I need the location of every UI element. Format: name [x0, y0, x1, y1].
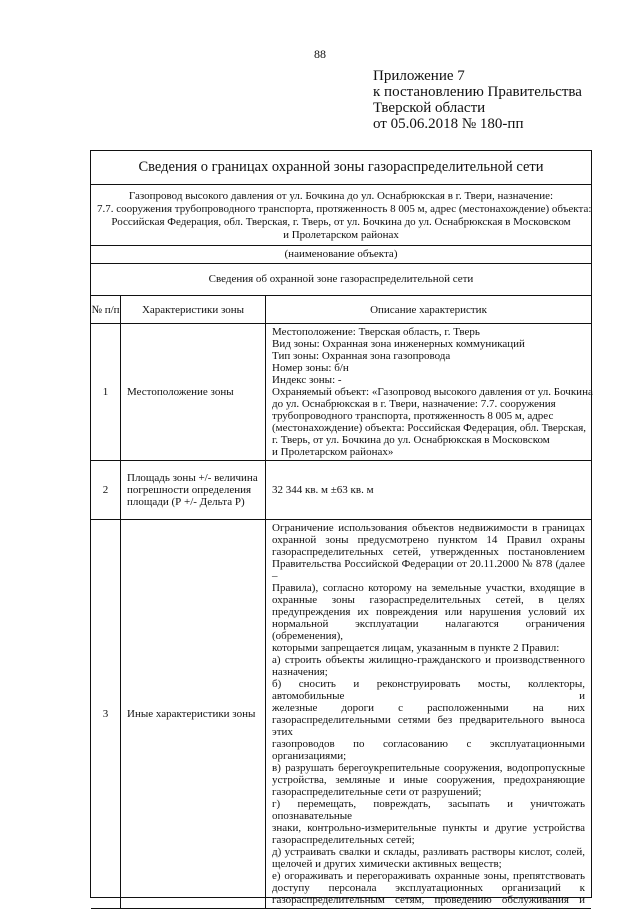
- row-characteristic: Иные характеристики зоны: [121, 520, 266, 909]
- description-line: Правила), согласно которому на земельные участки, входящие в: [272, 582, 585, 594]
- description-line: а) строить объекты жилищно-гражданского и производственного: [272, 654, 585, 666]
- row-characteristic: Местоположение зоны: [121, 324, 266, 461]
- object-description-line: Газопровод высокого давления от ул. Бочкина до ул. Оснабрюкская в г. Твери, назначение:: [128, 190, 554, 202]
- row-characteristic: Площадь зоны +/- величина погрешности определения площади (Р +/- Дельта Р): [121, 461, 266, 520]
- description-line: и Пролетарском районах»: [272, 446, 394, 458]
- row-description: [266, 324, 592, 461]
- object-caption: (наименование объекта): [91, 246, 591, 264]
- description-line: газораспределительным сетям, проведению обслуживания и: [272, 894, 585, 906]
- description-line: д) устраивать свалки и склады, разливать растворы кислот, солей,: [272, 846, 585, 858]
- description-line: нормальной эксплуатации налагаются ограничения (обременения),: [272, 618, 585, 642]
- description-line: Вид зоны: Охранная зона инженерных коммуникаций: [272, 338, 525, 350]
- table-row: [91, 324, 591, 461]
- header-description: Описание характеристик: [266, 296, 592, 324]
- table-row: [91, 461, 591, 520]
- row-num: 3: [91, 520, 121, 909]
- page-number: 88: [314, 47, 326, 61]
- appendix-line: Тверской области: [373, 100, 486, 116]
- header-num: № п/п: [91, 296, 121, 324]
- description-line: до ул. Оснабрюкская в г. Твери, назначение: 7.7. сооружения: [272, 398, 556, 410]
- object-description-line: Российская Федерация, обл. Тверская, г. Тверь, от ул. Бочкина до ул. Оснабрюкская в Московском: [111, 216, 571, 228]
- description-line: Номер зоны: б/н: [272, 362, 349, 374]
- header-characteristic: Характеристики зоны: [121, 296, 266, 324]
- description-line: б) сносить и реконструировать мосты, коллекторы, автомобильные и: [272, 678, 585, 702]
- description-line: Местоположение: Тверская область, г. Тверь: [272, 326, 480, 338]
- description-line: г) перемещать, повреждать, засыпать и уничтожать опознавательные: [272, 798, 585, 822]
- object-description-line: 7.7. сооружения трубопроводного транспорта, протяженность 8 005 м, адрес (местонахождение) объекта:: [97, 203, 592, 215]
- document-title: Сведения о границах охранной зоны газораспределительной сети: [91, 151, 591, 185]
- description-line: знаки, контрольно-измерительные пункты и другие устройства: [272, 822, 585, 834]
- description-line: (местонахождение) объекта: Российская Федерация, обл. Тверская,: [272, 422, 587, 434]
- description-line: газораспределительные сети от разрушений;: [272, 786, 482, 798]
- description-line: организациями;: [272, 750, 347, 762]
- description-line: Тип зоны: Охранная зона газопровода: [272, 350, 451, 362]
- object-description: [91, 185, 591, 246]
- description-line: Ограничение использования объектов недвижимости в границах: [272, 522, 585, 534]
- description-line: г. Тверь, от ул. Бочкина до ул. Оснабрюкская в Московском: [272, 434, 550, 446]
- description-line: предупреждения их повреждения или нарушения условий их: [272, 606, 585, 618]
- description-line: железные дороги с расположенными на них: [272, 702, 585, 714]
- description-line: газораспределительных сетей, утвержденных постановлением: [272, 546, 585, 558]
- appendix-line: от 05.06.2018 № 180-пп: [373, 116, 524, 132]
- description-line: которыми запрещается лицам, указанным в пункте 2 Правил:: [272, 642, 560, 654]
- table-row: [91, 520, 591, 909]
- appendix-header: [373, 68, 582, 132]
- section-title: Сведения об охранной зоне газораспределительной сети: [91, 264, 591, 296]
- appendix-line: Приложение 7: [373, 68, 465, 84]
- description-line: в) разрушать берегоукрепительные сооружения, водопропускные: [272, 762, 585, 774]
- description-line: Правительства Российской Федерации от 20.11.2000 № 878 (далее –: [272, 558, 585, 582]
- description-line: трубопроводного транспорта, протяженность 8 005 м, адрес: [272, 410, 554, 422]
- row-description: [266, 520, 592, 909]
- description-line: Индекс зоны: -: [272, 374, 342, 386]
- description-line: 32 344 кв. м ±63 кв. м: [272, 484, 374, 496]
- row-num: 1: [91, 324, 121, 461]
- description-line: назначения;: [272, 666, 328, 678]
- description-line: е) огораживать и перегораживать охранные зоны, препятствовать: [272, 870, 585, 882]
- description-line: газопроводов по согласованию с эксплуатационными: [272, 738, 585, 750]
- object-description-line: и Пролетарском районах: [283, 229, 399, 241]
- description-line: устройства, земляные и иные сооружения, предохраняющие: [272, 774, 585, 786]
- document-frame: [90, 150, 593, 906]
- appendix-line: к постановлению Правительства: [373, 84, 582, 100]
- table-header-row: [91, 296, 591, 324]
- row-num: 2: [91, 461, 121, 520]
- description-line: газораспределительными сетями без предварительного выноса этих: [272, 714, 585, 738]
- description-line: охранные зоны газораспределительных сетей, в целях: [272, 594, 585, 606]
- row-description: [266, 461, 592, 520]
- description-line: Охраняемый объект: «Газопровод высокого давления от ул. Бочкина: [272, 386, 593, 398]
- description-line: доступу персонала эксплуатационных организаций к: [272, 882, 585, 894]
- description-line: охранной зоны предусмотрено пунктом 14 Правил охраны: [272, 534, 585, 546]
- description-line: щелочей и других химически активных веществ;: [272, 858, 502, 870]
- zone-table: [91, 296, 591, 909]
- description-line: газораспределительных сетей;: [272, 834, 415, 846]
